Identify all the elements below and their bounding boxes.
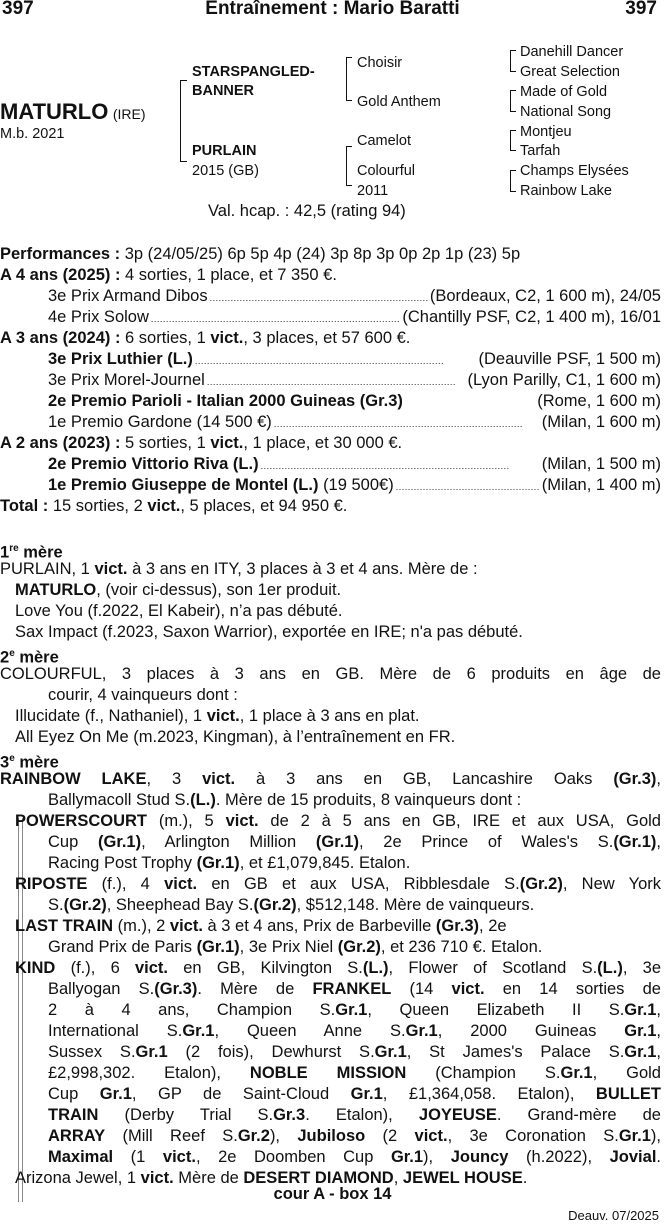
produce-line	[48, 1000, 661, 1021]
pedigree-bracket-dd	[510, 170, 516, 192]
text-segment: , 2e Prince of Wales's S.	[358, 833, 614, 851]
sdam-dam: National Song	[520, 104, 612, 120]
produce-line: Sax Impact (f.2023, Saxon Warrior), exportée en IRE; n'a pas débuté.	[15, 623, 523, 641]
text-segment: vict.	[451, 980, 485, 998]
second-dam-line: COLOURFUL, 3 places à 3 ans en GB. Mère de 6 produits en âge de	[0, 665, 661, 683]
text-segment: JEWEL HOUSE	[402, 1169, 523, 1187]
text-segment: ),	[650, 1127, 662, 1145]
horse-name-block	[0, 99, 145, 125]
ssire-dam: Great Selection	[520, 64, 620, 80]
text-segment: (h.2022),	[508, 1148, 610, 1166]
year-2023-line: A 2 ans (2023) : 5 sorties, 1 vict., 1 place, et 30 000 €.	[0, 434, 403, 452]
text-segment: Jovial	[609, 1148, 657, 1166]
third-dam-line	[0, 769, 661, 790]
text-segment: , St James's Palace S.	[406, 1043, 625, 1061]
pedigree-bracket-sd	[510, 90, 516, 112]
text-segment: Gr.1	[350, 1085, 383, 1103]
text-segment: vict.	[162, 1148, 196, 1166]
text-segment: Cup	[48, 833, 98, 851]
horse-origin: (IRE)	[112, 106, 146, 122]
produce-line	[48, 1021, 661, 1042]
race-row: 2e Premio Parioli - Italian 2000 Guineas (Gr.3) (Rome, 1 600 m)	[48, 392, 661, 410]
text-segment: (Gr.1)	[98, 833, 142, 851]
text-segment: Gr.3	[273, 1106, 306, 1124]
third-dam-line	[48, 790, 521, 811]
race-row: 1e Premio Giuseppe de Montel (L.) (19 500€) . . . (Milan, 1 400 m)	[48, 475, 661, 498]
text-segment: vict.	[225, 812, 259, 830]
first-dam-title: 1re mère	[0, 543, 63, 562]
text-segment: 2 à 4 ans, Champion S.	[48, 1001, 336, 1019]
text-segment: KIND	[15, 959, 56, 977]
text-segment: ,	[656, 1022, 661, 1040]
catalog-reference: Deauv. 07/2025	[568, 1208, 659, 1223]
text-segment: , 3	[146, 770, 203, 788]
text-segment: Gr.1	[335, 1001, 368, 1019]
text-segment: , New York	[562, 875, 662, 893]
text-segment: Grand Prix de Paris	[48, 938, 197, 956]
total-line: Total : 15 sorties, 2 vict., 5 places, et 94 950 €.	[0, 497, 348, 515]
produce-line: MATURLO, (voir ci-dessus), son 1er produit.	[15, 581, 342, 599]
text-segment: Gr.1	[182, 1022, 215, 1040]
second-dam-line: courir, 4 vainqueurs dont :	[48, 686, 238, 704]
produce-line: All Eyez On Me (m.2023, Kingman), à l’entraînement en FR.	[15, 728, 456, 746]
text-segment: Maximal	[48, 1148, 114, 1166]
text-segment: LAST TRAIN	[15, 917, 114, 935]
race-row: 3e Prix Luthier (L.) . . . (Deauville PSF, 1 500 m)	[48, 349, 661, 372]
text-segment: ,	[393, 1169, 403, 1187]
text-segment: NOBLE MISSION	[249, 1064, 407, 1082]
produce-line	[48, 1063, 661, 1084]
produce-line	[48, 1126, 661, 1147]
text-segment: de 2 à 5 ans en GB, IRE et aux USA, Gold	[258, 812, 661, 830]
text-segment: , 2e Doomben Cup	[195, 1148, 391, 1166]
catalog-number-right: 397	[625, 0, 657, 19]
produce-line	[48, 853, 410, 874]
pedigree-bracket-ss	[510, 50, 516, 72]
produce-line	[48, 1042, 661, 1063]
text-segment: Gr.1	[405, 1022, 438, 1040]
text-segment: (f.), 6	[55, 959, 135, 977]
produce-line	[48, 1084, 661, 1105]
text-segment: ),	[269, 1127, 298, 1145]
text-segment: (L.)	[190, 791, 216, 809]
produce-line: Love You (f.2022, El Kabeir), n’a pas débuté.	[15, 602, 343, 620]
text-segment: (Gr.2)	[63, 896, 107, 914]
text-segment: , Queen Elizabeth II S.	[367, 1001, 625, 1019]
race-row: 1e Premio Gardone (14 500 €) . . . (Milan, 1 600 m)	[48, 412, 661, 435]
dam-name: PURLAIN	[192, 143, 257, 159]
sire-name-line2: BANNER	[192, 83, 255, 99]
text-segment: , Queen Anne S.	[214, 1022, 406, 1040]
text-segment: (Mill Reef S.	[105, 1127, 238, 1145]
third-dam-title: 3e mère	[0, 753, 59, 772]
text-segment: Ballymacoll Stud S.	[48, 791, 191, 809]
pedigree-bracket-main	[180, 80, 187, 162]
text-segment: .	[656, 1148, 661, 1166]
dsire-dam: Tarfah	[520, 143, 561, 159]
dsire-sire: Montjeu	[520, 124, 572, 140]
text-segment: DESERT DIAMOND	[243, 1169, 394, 1187]
text-segment: vict.	[169, 917, 203, 935]
text-segment: TRAIN	[48, 1106, 99, 1124]
text-segment: vict.	[164, 875, 198, 893]
text-segment: ARRAY	[48, 1127, 106, 1145]
text-segment: Gr.1	[560, 1064, 593, 1082]
sire-dam: Gold Anthem	[357, 94, 441, 110]
text-segment: , 3e Coronation S.	[447, 1127, 619, 1145]
text-segment: (2	[365, 1127, 415, 1145]
text-segment: vict.	[202, 770, 236, 788]
text-segment: RAINBOW LAKE	[0, 770, 147, 788]
text-segment: . Grand-mère de	[496, 1106, 661, 1124]
text-segment: . Mère de 15 produits, 8 vainqueurs dont :	[215, 791, 522, 809]
text-segment: , Arlington Million	[141, 833, 316, 851]
text-segment: , 2000 Guineas	[437, 1022, 625, 1040]
text-segment: (L.)	[362, 959, 389, 977]
text-segment: Ballyogan S.	[48, 980, 155, 998]
year-2025-line: A 4 ans (2025) : 4 sorties, 1 place, et 7 350 €.	[0, 266, 337, 284]
text-segment: (Gr.2)	[253, 896, 297, 914]
dam-info: 2015 (GB)	[192, 163, 259, 179]
catalog-number-left: 397	[2, 0, 34, 19]
race-row: 4e Prix Solow . . . (Chantilly PSF, C2, 1 400 m), 16/01	[48, 307, 661, 330]
text-segment: , $512,148. Mère de vainqueurs.	[296, 896, 535, 914]
produce-line	[48, 979, 661, 1000]
text-segment: ),	[423, 1148, 451, 1166]
text-segment: , 3e Prix Niel	[239, 938, 338, 956]
text-segment: (Gr.2)	[519, 875, 563, 893]
text-segment: (2 fois), Dewhurst S.	[167, 1043, 375, 1061]
text-segment: , Gold	[592, 1064, 661, 1082]
ssire-sire: Danehill Dancer	[520, 44, 624, 60]
race-row: 3e Prix Morel-Journel . . . (Lyon Parilly, C1, 1 600 m)	[48, 370, 661, 393]
dam-dam-year: 2011	[357, 183, 389, 199]
ddam-sire: Champs Elysées	[520, 163, 629, 179]
text-segment: (Gr.2)	[337, 938, 381, 956]
sdam-sire: Made of Gold	[520, 84, 608, 100]
text-segment: Gr.2	[237, 1127, 270, 1145]
text-segment: Gr.1	[624, 1001, 657, 1019]
produce-line	[48, 1147, 661, 1168]
text-segment: (Gr.1)	[196, 938, 240, 956]
handicap-value: Val. hcap. : 42,5 (rating 94)	[208, 202, 406, 220]
text-segment: vict.	[140, 1169, 174, 1187]
text-segment: S.	[48, 896, 64, 914]
text-segment: vict.	[414, 1127, 448, 1145]
ddam-dam: Rainbow Lake	[520, 183, 612, 199]
text-segment: (L.)	[597, 959, 623, 977]
text-segment: (Gr.3)	[435, 917, 480, 935]
text-segment: Cup	[48, 1085, 100, 1103]
produce-powerscourt	[15, 811, 661, 832]
text-segment: Gr.1	[390, 1148, 424, 1166]
produce-line	[48, 895, 534, 916]
produce-line: Illucidate (f., Nathaniel), 1 vict., 1 place à 3 ans en plat.	[15, 707, 420, 725]
text-segment: (Gr.1)	[613, 833, 657, 851]
text-segment: (m.), 2	[113, 917, 170, 935]
text-segment: (f.), 4	[87, 875, 165, 893]
text-segment: Mère de	[173, 1169, 244, 1187]
text-segment: JOYEUSE	[418, 1106, 497, 1124]
trainer-title: Entraînement : Mario Baratti	[205, 0, 460, 19]
text-segment: , £1,364,058. Etalon),	[382, 1085, 596, 1103]
sire-sire: Choisir	[357, 55, 403, 71]
race-row: 2e Premio Vittorio Riva (L.) . . . (Milan, 1 500 m)	[48, 454, 661, 477]
text-segment: International S.	[48, 1022, 183, 1040]
text-segment: (Gr.1)	[315, 833, 359, 851]
performances-line: Performances : 3p (24/05/25) 6p 5p 4p (24) 3p 8p 3p 0p 2p 1p (23) 5p	[0, 245, 521, 263]
produce-line	[48, 832, 661, 853]
produce-last-train	[15, 916, 507, 937]
text-segment: (Gr.3)	[613, 770, 657, 788]
dam-dam: Colourful	[357, 163, 416, 179]
text-segment: £2,998,302. Etalon),	[48, 1064, 250, 1082]
text-segment: , GP de Saint-Cloud	[131, 1085, 351, 1103]
text-segment: en GB, Kilvington S.	[168, 959, 363, 977]
text-segment: (Gr.1)	[196, 854, 240, 872]
text-segment: vict.	[134, 959, 169, 977]
text-segment: , et 236 710 €. Etalon.	[380, 938, 543, 956]
text-segment: Gr.1	[624, 1022, 657, 1040]
text-segment: , Flower of Scotland S.	[388, 959, 598, 977]
year-2024-line: A 3 ans (2024) : 6 sorties, 1 vict., 3 places, et 57 600 €.	[0, 329, 411, 347]
text-segment: .	[522, 1169, 528, 1187]
text-segment: ,	[656, 1043, 661, 1061]
horse-name: MATURLO	[0, 99, 109, 124]
text-segment: (1	[113, 1148, 163, 1166]
text-segment: à 3 et 4 ans, Prix de Barbeville	[202, 917, 436, 935]
text-segment: en GB et aux USA, Ribblesdale S.	[197, 875, 520, 893]
pedigree-bracket-dam	[346, 146, 352, 186]
text-segment: (Champion S.	[406, 1064, 561, 1082]
text-segment: Gr.1	[618, 1127, 651, 1145]
produce-line	[48, 1105, 661, 1126]
text-segment: (14	[391, 980, 452, 998]
text-segment: Sussex S.	[48, 1043, 136, 1061]
produce-line	[48, 937, 542, 958]
text-segment: (Gr.3)	[154, 980, 198, 998]
dam-sire: Camelot	[357, 133, 411, 149]
sire-name: STARSPANGLED-	[192, 64, 315, 80]
horse-details: M.b. 2021	[0, 126, 65, 142]
pedigree-bracket-ds	[510, 130, 516, 151]
text-segment: , et £1,079,845. Etalon.	[239, 854, 411, 872]
text-segment: Gr.1	[135, 1043, 168, 1061]
text-segment: ,	[656, 1001, 661, 1019]
second-dam-title: 2e mère	[0, 648, 59, 667]
text-segment: Racing Post Trophy	[48, 854, 197, 872]
text-segment: FRANKEL	[312, 980, 392, 998]
text-segment: ,	[656, 833, 662, 851]
text-segment: en 14 sorties de	[484, 980, 661, 998]
first-dam-line: PURLAIN, 1 vict. à 3 ans en ITY, 3 places à 3 et 4 ans. Mère de :	[0, 560, 478, 578]
text-segment: Jouncy	[450, 1148, 509, 1166]
text-segment: Arizona Jewel, 1	[15, 1169, 141, 1187]
text-segment: Gr.1	[374, 1043, 407, 1061]
pedigree-bracket-sire	[346, 57, 352, 101]
text-segment: ,	[656, 770, 662, 788]
text-segment: à 3 ans en GB, Lancashire Oaks	[235, 770, 614, 788]
text-segment: Jubiloso	[297, 1127, 366, 1145]
text-segment: RIPOSTE	[15, 875, 88, 893]
text-segment: POWERSCOURT	[15, 812, 147, 830]
produce-riposte	[15, 874, 661, 895]
text-segment: , 3e	[622, 959, 662, 977]
stable-box: cour A - box 14	[273, 1185, 392, 1203]
race-row: 3e Prix Armand Dibos . . . (Bordeaux, C2, 1 600 m), 24/05	[48, 286, 661, 309]
produce-kind	[15, 958, 661, 979]
text-segment: . Mère de	[197, 980, 313, 998]
text-segment: Gr.1	[624, 1043, 657, 1061]
text-segment: BULLET	[595, 1085, 661, 1103]
text-segment: , Sheephead Bay S.	[106, 896, 254, 914]
text-segment: . Etalon),	[305, 1106, 419, 1124]
text-segment: , 2e	[479, 917, 507, 935]
text-segment: Gr.1	[99, 1085, 132, 1103]
text-segment: (Derby Trial S.	[98, 1106, 274, 1124]
text-segment: (m.), 5	[147, 812, 226, 830]
